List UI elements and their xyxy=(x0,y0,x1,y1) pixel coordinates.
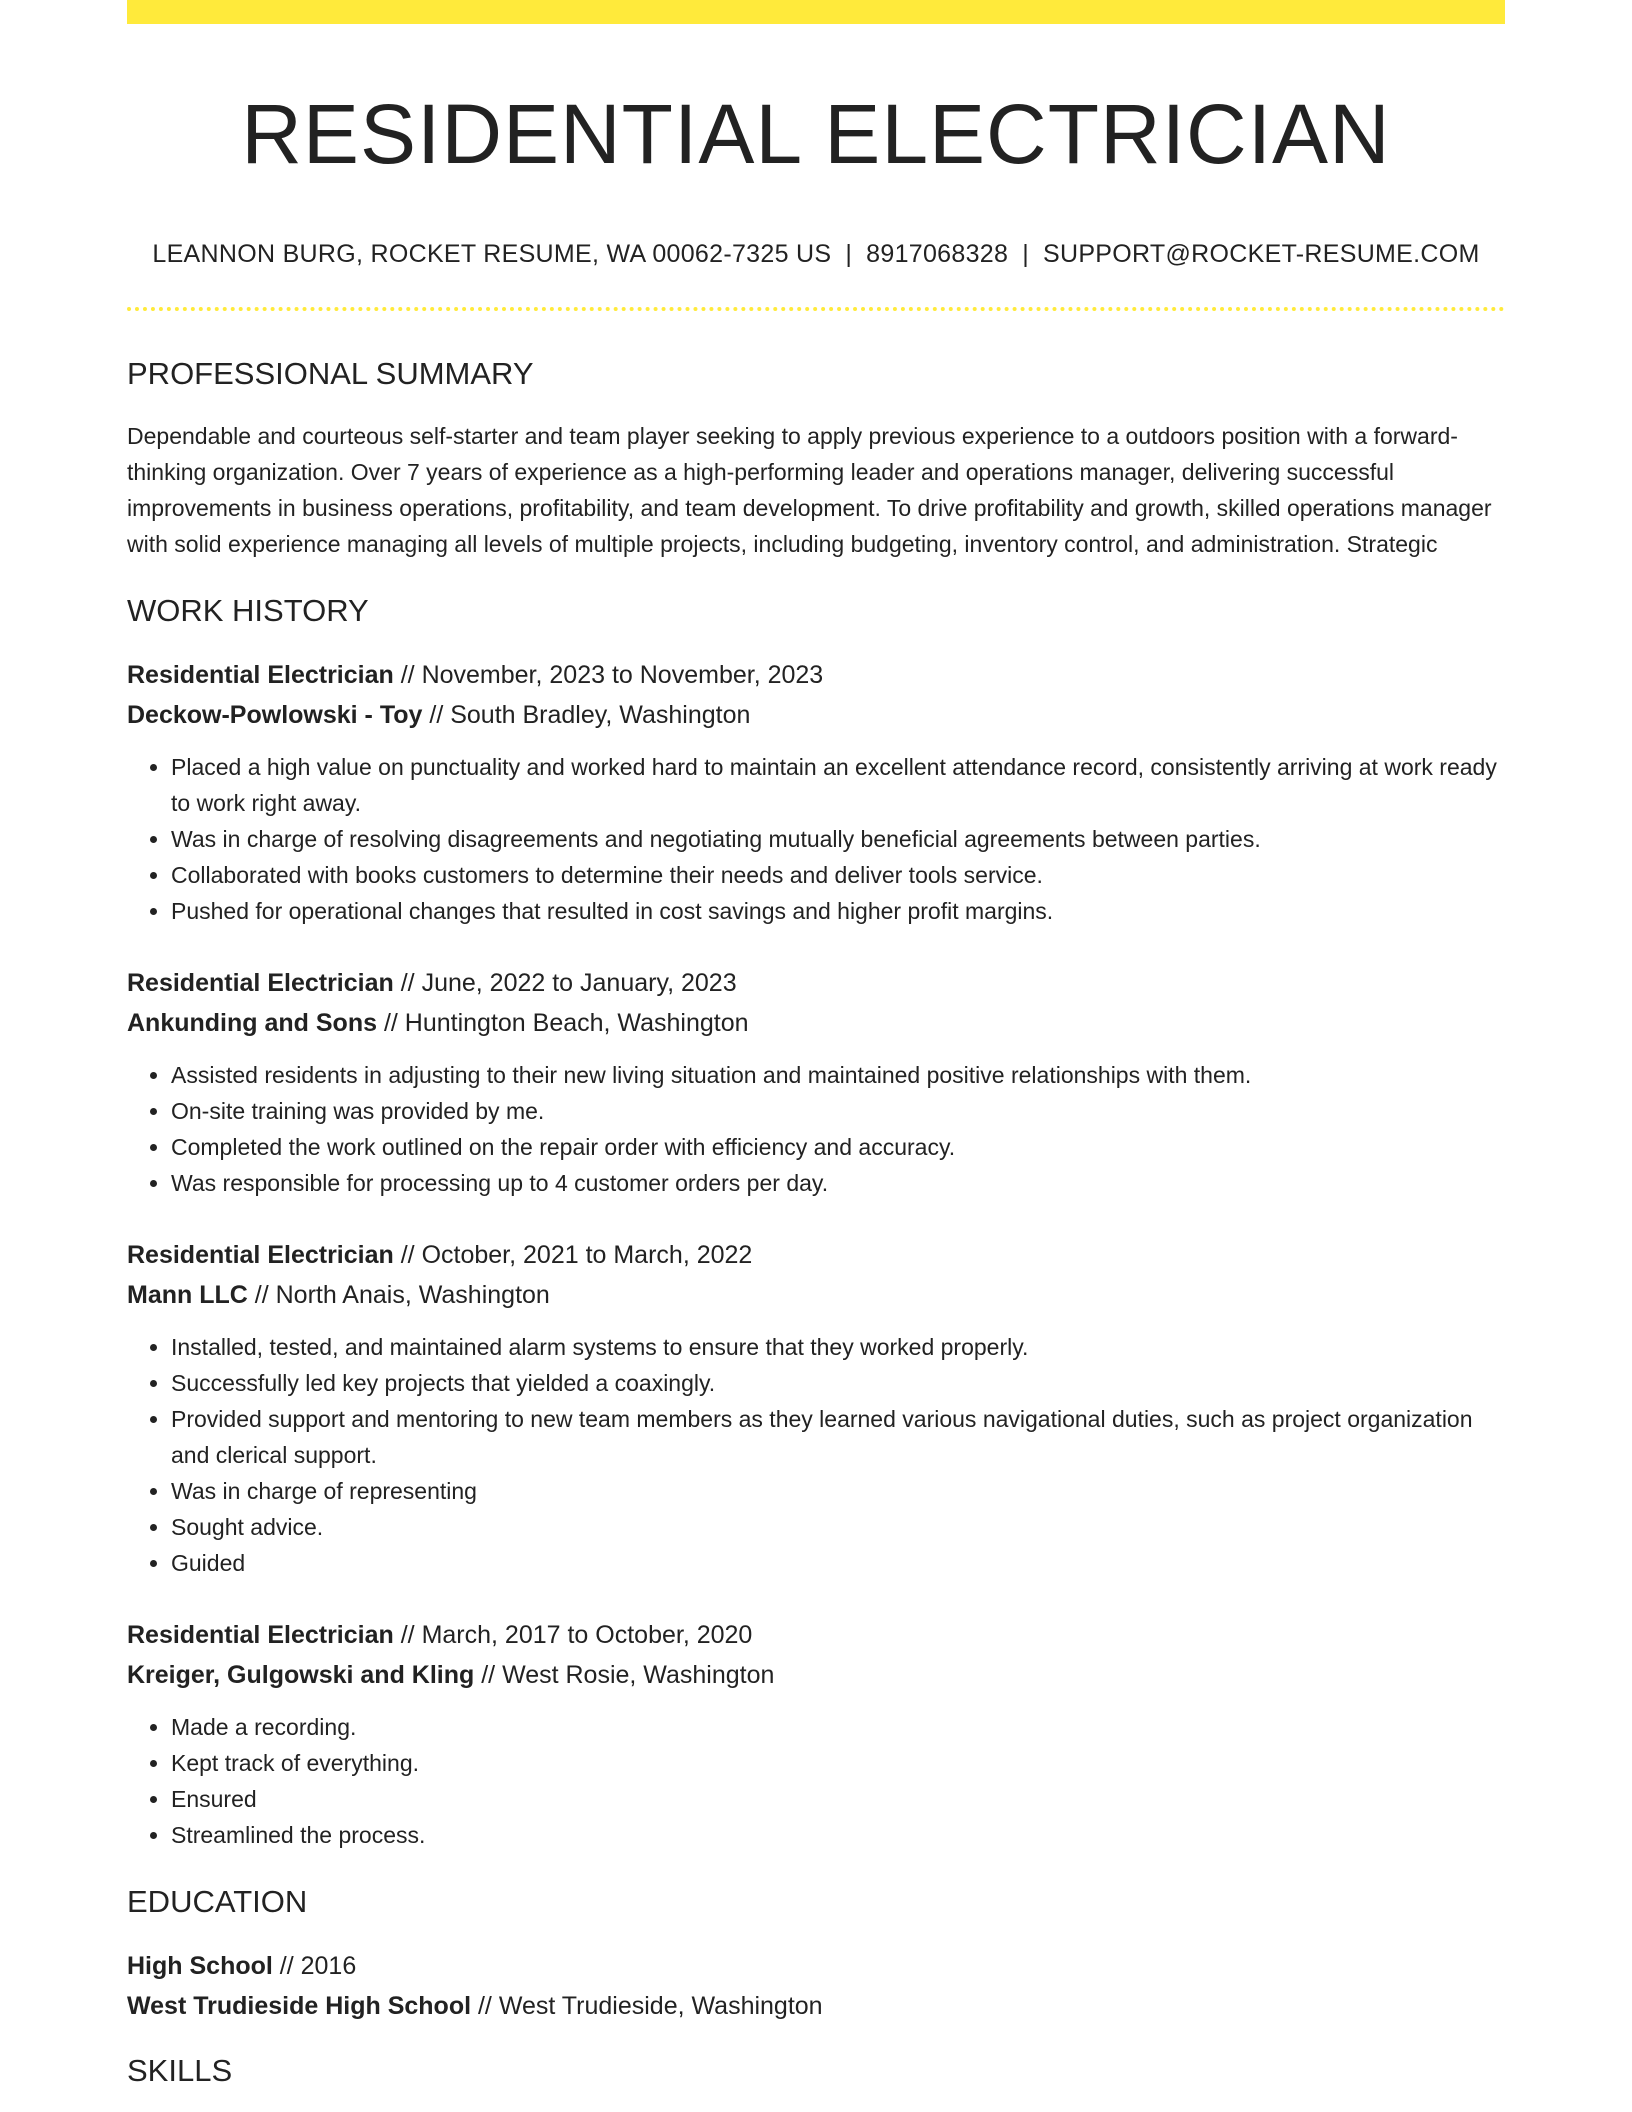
job-role: Residential Electrician xyxy=(127,1621,394,1650)
job-entry xyxy=(127,1235,1505,1581)
job-dates: // March, 2017 to October, 2020 xyxy=(393,1621,753,1650)
resume-page xyxy=(127,0,1505,2090)
contact-line xyxy=(127,239,1505,269)
job-role: Residential Electrician xyxy=(127,969,394,998)
job-location: // Huntington Beach, Washington xyxy=(377,1009,749,1038)
job-dates: // October, 2021 to March, 2022 xyxy=(393,1241,753,1270)
job-bullet: • Collaborated with books customers to determine their needs and deliver tools service. xyxy=(171,857,1505,893)
dotted-divider xyxy=(127,307,1505,311)
job-bullets xyxy=(127,1709,1505,1853)
education-location: // West Trudieside, Washington xyxy=(471,1992,823,2021)
top-accent-bar xyxy=(127,0,1505,24)
job-bullet: • Placed a high value on punctuality and worked hard to maintain an excellent attendance record, consistently arriving at work ready to work right away. xyxy=(171,749,1505,821)
job-company-line xyxy=(127,1655,1505,1695)
job-company-line xyxy=(127,1275,1505,1315)
job-bullet: • Successfully led key projects that yielded a coaxingly. xyxy=(171,1365,1505,1401)
education-school-line xyxy=(127,1986,1505,2026)
job-bullet: • Installed, tested, and maintained alarm systems to ensure that they worked properly. xyxy=(171,1329,1505,1365)
job-company: Kreiger, Gulgowski and Kling xyxy=(127,1661,475,1690)
job-company-line xyxy=(127,695,1505,735)
job-location: // North Anais, Washington xyxy=(247,1281,550,1310)
skills-heading: SKILLS xyxy=(127,2053,233,2089)
job-company: Ankunding and Sons xyxy=(127,1009,377,1038)
job-role-line xyxy=(127,1615,1505,1655)
job-bullet: • Provided support and mentoring to new team members as they learned various navigational duties, such as project organization and clerical support. xyxy=(171,1401,1505,1473)
job-bullet: • Streamlined the process. xyxy=(171,1817,1505,1853)
job-role-line xyxy=(127,655,1505,695)
job-bullet: • Was responsible for processing up to 4 customer orders per day. xyxy=(171,1165,1505,1201)
job-location: // West Rosie, Washington xyxy=(474,1661,775,1690)
education-entry xyxy=(127,1946,1505,2026)
education-heading: EDUCATION xyxy=(127,1884,308,1920)
contact-phone: 8917068328 xyxy=(866,239,1009,268)
job-bullet: • Ensured xyxy=(171,1781,1505,1817)
job-bullets xyxy=(127,1057,1505,1201)
education-degree-line xyxy=(127,1946,1505,1986)
job-entry xyxy=(127,1615,1505,1853)
summary-text: Dependable and courteous self-starter and team player seeking to apply previous experience to a outdoors position with a forward-thinking organization. Over 7 years of experience as a high-performing leader and operations manager, delivering successful improvements in business operations, profitability, and team development. To drive profitability and growth, skilled operations manager with solid experience managing all levels of multiple projects, including budgeting, inventory control, and administration. Strategic xyxy=(127,422,1492,557)
job-company: Deckow-Powlowski - Toy xyxy=(127,701,423,730)
job-bullet: • Pushed for operational changes that resulted in cost savings and higher profit margins. xyxy=(171,893,1505,929)
contact-email: SUPPORT@ROCKET-RESUME.COM xyxy=(1043,239,1480,268)
job-company-line xyxy=(127,1003,1505,1043)
job-bullet: • Made a recording. xyxy=(171,1709,1505,1745)
job-bullets xyxy=(127,1329,1505,1581)
contact-separator: | xyxy=(1022,239,1029,268)
job-bullet: • Sought advice. xyxy=(171,1509,1505,1545)
education-school: West Trudieside High School xyxy=(127,1992,472,2021)
job-bullet: • Was in charge of resolving disagreements and negotiating mutually beneficial agreements between parties. xyxy=(171,821,1505,857)
education-year: // 2016 xyxy=(272,1952,357,1981)
education-degree: High School xyxy=(127,1952,273,1981)
job-role: Residential Electrician xyxy=(127,1241,394,1270)
job-entry xyxy=(127,963,1505,1201)
contact-separator: | xyxy=(845,239,853,268)
summary-heading: PROFESSIONAL SUMMARY xyxy=(127,355,534,391)
job-role-line xyxy=(127,1235,1505,1275)
job-bullet: • Assisted residents in adjusting to their new living situation and maintained positive relationships with them. xyxy=(171,1057,1505,1093)
job-dates: // November, 2023 to November, 2023 xyxy=(393,661,824,690)
job-bullet: • On-site training was provided by me. xyxy=(171,1093,1505,1129)
contact-address: LEANNON BURG, ROCKET RESUME, WA 00062-7325 US xyxy=(152,239,832,268)
job-location: // South Bradley, Washington xyxy=(422,701,751,730)
job-role: Residential Electrician xyxy=(127,661,394,690)
job-bullet: • Was in charge of representing xyxy=(171,1473,1505,1509)
work-history-heading: WORK HISTORY xyxy=(127,592,369,628)
job-bullets xyxy=(127,749,1505,929)
job-dates: // June, 2022 to January, 2023 xyxy=(393,969,737,998)
job-bullet: • Completed the work outlined on the repair order with efficiency and accuracy. xyxy=(171,1129,1505,1165)
job-bullet: • Guided xyxy=(171,1545,1505,1581)
resume-title: RESIDENTIAL ELECTRICIAN xyxy=(241,87,1391,181)
job-role-line xyxy=(127,963,1505,1003)
job-bullet: • Kept track of everything. xyxy=(171,1745,1505,1781)
job-entry xyxy=(127,655,1505,929)
job-company: Mann LLC xyxy=(127,1281,248,1310)
